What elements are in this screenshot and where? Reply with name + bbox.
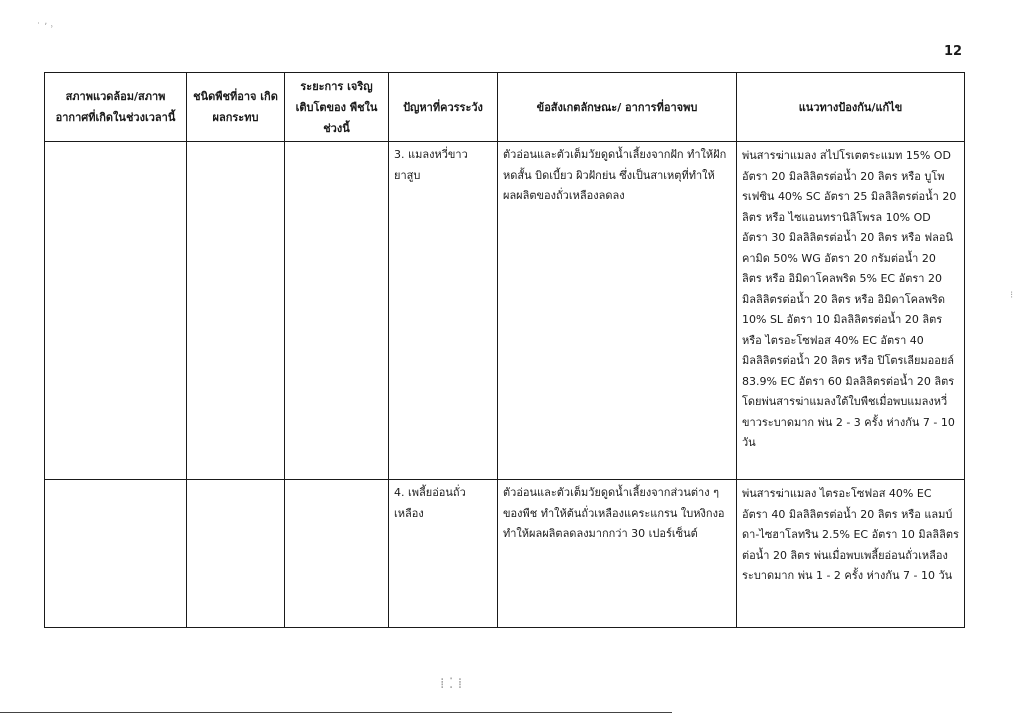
bottom-rule [0, 712, 672, 713]
cell-problem: 3. แมลงหวี่ขาวยาสูบ [389, 142, 498, 480]
cell-growth-stage [285, 480, 389, 628]
pest-management-table [44, 72, 965, 628]
cell-growth-stage [285, 142, 389, 480]
table-row [45, 142, 965, 480]
header-growth-stage: ระยะการ เจริญเติบโตของ พืชในช่วงนี้ [285, 73, 389, 142]
scan-speck-top-left: ˙ ʼ ˒ [36, 22, 54, 33]
cell-environment [45, 142, 187, 480]
scan-speck-right: ⁝ [1010, 290, 1014, 301]
cell-crop [187, 480, 285, 628]
cell-symptoms: ตัวอ่อนและตัวเต็มวัยดูดน้ำเลี้ยงจากฝัก ทำให้ฝักหดสั้น บิดเบี้ยว ผิวฝักย่น ซึ่งเป็นสาเหตุที่ทำให้ผลผลิตของถั่วเหลืองลดลง [498, 142, 737, 480]
header-problem: ปัญหาที่ควรระวัง [389, 73, 498, 142]
scan-speck-bottom: ⁞ ⁚ ⁞ [440, 676, 463, 692]
table-row [45, 480, 965, 628]
cell-symptoms: ตัวอ่อนและตัวเต็มวัยดูดน้ำเลี้ยงจากส่วนต่าง ๆ ของพืช ทำให้ต้นถั่วเหลืองแคระแกรน ใบหงิกงอ ทำให้ผลผลิตลดลงมากกว่า 30 เปอร์เซ็นต์ [498, 480, 737, 628]
page-number: 12 [944, 44, 963, 59]
header-crop: ชนิดพืชที่อาจ เกิดผลกระทบ [187, 73, 285, 142]
cell-solution: พ่นสารฆ่าแมลง ไตรอะโซฟอส 40% EC อัตรา 40 มิลลิลิตรต่อน้ำ 20 ลิตร หรือ แลมบ์ดา-ไซฮาโลทริน 2.5% EC อัตรา 10 มิลลิลิตรต่อน้ำ 20 ลิตร พ่นเมื่อพบเพลี้ยอ่อนถั่วเหลืองระบาดมาก พ่น 1 - 2 ครั้ง ห่างกัน 7 - 10 วัน [737, 480, 965, 628]
header-symptoms: ข้อสังเกตลักษณะ/ อาการที่อาจพบ [498, 73, 737, 142]
cell-environment [45, 480, 187, 628]
cell-solution: พ่นสารฆ่าแมลง สไปโรเตตระแมท 15% OD อัตรา 20 มิลลิลิตรต่อน้ำ 20 ลิตร หรือ บูโพรเฟซิน 40% SC อัตรา 25 มิลลิลิตรต่อน้ำ 20 ลิตร หรือ ไซแอนทรานิลิโพรล 10% OD อัตรา 30 มิลลิลิตรต่อน้ำ 20 ลิตร หรือ ฟลอนิคามิด 50% WG อัตรา 20 กรัมต่อน้ำ 20 ลิตร หรือ อิมิดาโคลพริด 5% EC อัตรา 20 มิลลิลิตรต่อน้ำ 20 ลิตร หรือ อิมิดาโคลพริด 10% SL อัตรา 10 มิลลิลิตรต่อน้ำ 20 ลิตร หรือ ไตรอะโซฟอส 40% EC อัตรา 40 มิลลิลิตรต่อน้ำ 20 ลิตร หรือ ปิโตรเลียมออยล์ 83.9% EC อัตรา 60 มิลลิลิตรต่อน้ำ 20 ลิตร โดยพ่นสารฆ่าแมลงใต้ใบพืชเมื่อพบแมลงหวี่ขาวระบาดมาก พ่น 2 - 3 ครั้ง ห่างกัน 7 - 10 วัน [737, 142, 965, 480]
cell-crop [187, 142, 285, 480]
header-environment: สภาพแวดล้อม/สภาพ อากาศที่เกิดในช่วงเวลานี้ [45, 73, 187, 142]
cell-problem: 4. เพลี้ยอ่อนถั่วเหลือง [389, 480, 498, 628]
header-solution: แนวทางป้องกัน/แก้ไข [737, 73, 965, 142]
table-header-row [45, 73, 965, 142]
